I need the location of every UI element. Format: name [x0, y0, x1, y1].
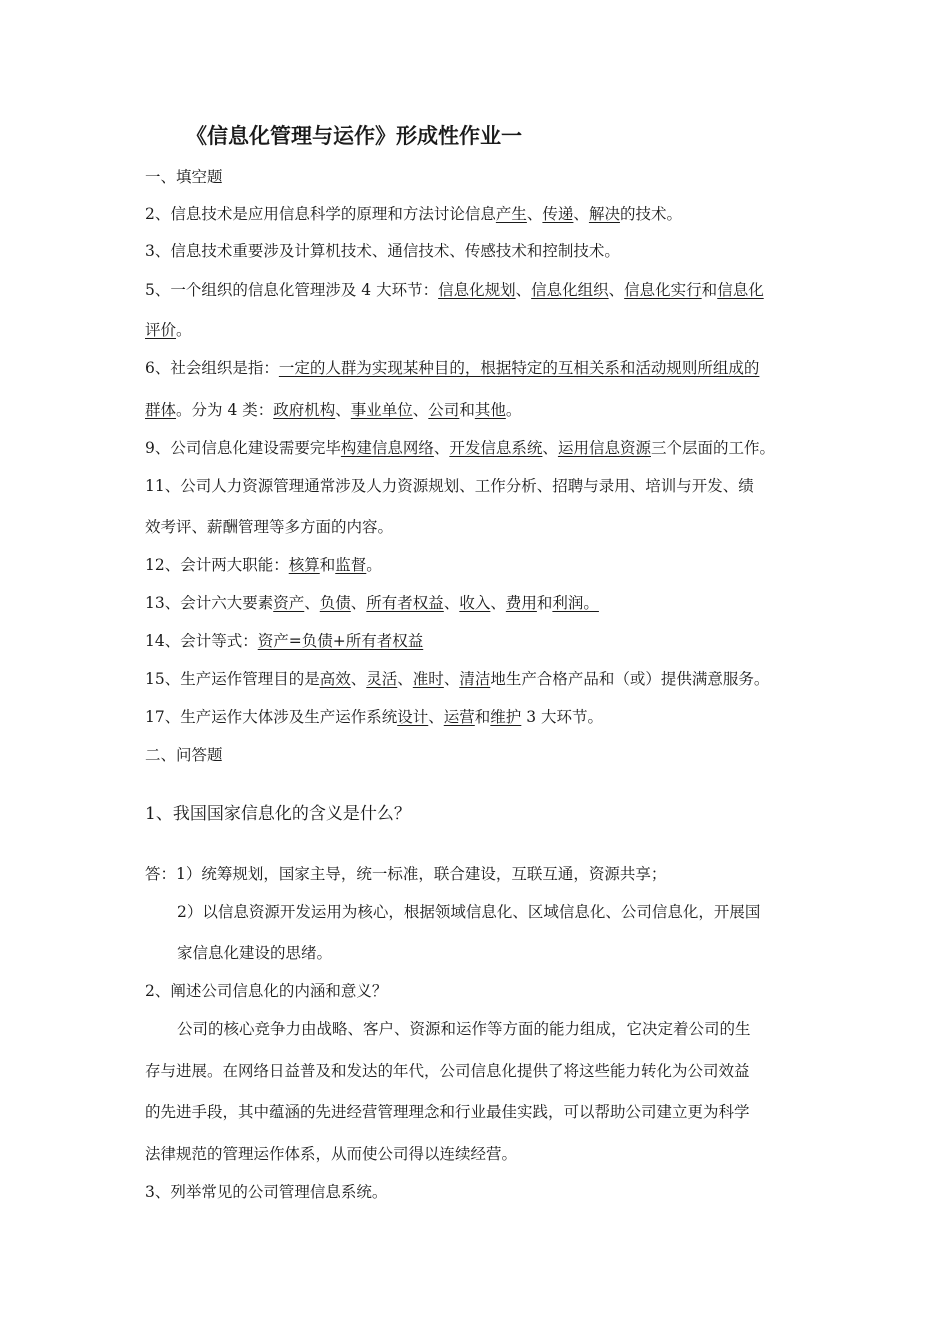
- text-segment: 1、我国国家信息化的含义是什么？: [145, 804, 411, 824]
- text-segment: 3 大环节。: [521, 708, 604, 726]
- text-segment: 、: [490, 594, 506, 612]
- text-segment: 、: [608, 281, 625, 299]
- document-title: 《信息化管理与运作》形成性作业一: [186, 124, 522, 148]
- underlined-answer: 解决: [588, 205, 620, 223]
- text-line: [145, 745, 223, 765]
- text-segment: 3、信息技术重要涉及计算机技术、通信技术、传感技术和控制技术。: [145, 242, 620, 260]
- text-line: [177, 943, 332, 963]
- text-segment: 12、会计两大职能：: [145, 556, 289, 574]
- text-segment: 、: [304, 594, 320, 612]
- text-segment: 15、生产运作管理目的是: [145, 670, 320, 688]
- text-segment: 、: [412, 401, 429, 419]
- underlined-answer: 利润。: [552, 594, 599, 612]
- text-segment: 5、一个组织的信息化管理涉及 4 大环节：: [145, 281, 439, 299]
- underlined-answer: 负债: [319, 594, 351, 612]
- text-segment: 9、公司信息化建设需要完毕: [145, 439, 341, 457]
- text-segment: 二、问答题: [145, 746, 223, 764]
- underlined-answer: 清洁: [459, 670, 491, 688]
- text-segment: 、: [433, 439, 450, 457]
- text-segment: 14、会计等式：: [145, 632, 258, 650]
- text-line: [145, 517, 393, 537]
- text-segment: 存与进展。在网络日益普及和发达的年代，公司信息化提供了将这些能力转化为公司效益: [145, 1062, 750, 1080]
- text-line: [145, 631, 423, 651]
- text-line: [145, 476, 754, 496]
- underlined-answer: 信息化实行: [624, 281, 702, 299]
- text-line: [177, 902, 760, 922]
- text-segment: 、: [428, 708, 444, 726]
- text-segment: 11、公司人力资源管理通常涉及人力资源规划、工作分析、招聘与录用、培训与开发、绩: [145, 477, 754, 495]
- text-segment: 、: [397, 670, 413, 688]
- underlined-answer: 收入: [459, 594, 491, 612]
- text-segment: 和: [536, 594, 553, 612]
- underlined-answer: 群体: [145, 401, 177, 419]
- text-segment: 。: [366, 556, 382, 574]
- text-line: [145, 593, 599, 613]
- text-line: [145, 1061, 750, 1081]
- underlined-answer: 高效: [319, 670, 351, 688]
- underlined-answer: 开发信息系统: [449, 439, 543, 457]
- text-line: [145, 707, 603, 727]
- text-line: [145, 804, 411, 824]
- text-segment: 法律规范的管理运作体系，从而使公司得以连续经营。: [145, 1145, 518, 1163]
- text-segment: 家信息化建设的思绪。: [177, 944, 333, 962]
- text-segment: 答：1）统筹规划，国家主导，统一标准，联合建设，互联互通，资源共享；: [145, 865, 667, 883]
- text-segment: 。: [176, 321, 192, 339]
- text-segment: 、: [515, 281, 532, 299]
- underlined-answer: 设计: [397, 708, 429, 726]
- text-line: [145, 438, 775, 458]
- text-segment: 和: [319, 556, 336, 574]
- underlined-answer: 构建信息网络: [340, 439, 434, 457]
- underlined-answer: 所有者权益: [366, 594, 444, 612]
- text-segment: 地生产合格产品和（或）提供满意服务。: [490, 670, 770, 688]
- text-line: [145, 864, 666, 884]
- text-segment: 和: [701, 281, 718, 299]
- underlined-answer: 资产=负债+所有者权益: [257, 632, 424, 650]
- text-segment: 一、填空题: [145, 168, 223, 186]
- underlined-answer: 费用: [505, 594, 537, 612]
- text-segment: 3、列举常见的公司管理信息系统。: [145, 1183, 388, 1201]
- text-segment: 和: [474, 708, 491, 726]
- text-line: [145, 167, 223, 187]
- text-line: [145, 555, 382, 575]
- text-line: [145, 280, 764, 300]
- text-line: [145, 981, 387, 1001]
- text-line: [145, 1182, 387, 1202]
- text-segment: 的先进手段，其中蕴涵的先进经营管理理念和行业最佳实践，可以帮助公司建立更为科学: [145, 1103, 750, 1121]
- text-segment: 。: [505, 401, 522, 419]
- text-segment: 三个层面的工作。: [650, 439, 775, 457]
- text-line: [145, 204, 682, 224]
- text-line: [145, 241, 620, 261]
- text-line: [145, 1144, 517, 1164]
- underlined-answer: 维护: [490, 708, 522, 726]
- underlined-answer: 政府机构: [273, 401, 336, 419]
- underlined-answer: 产生: [495, 205, 527, 223]
- text-segment: 的技术。: [619, 205, 682, 223]
- text-segment: 、: [526, 205, 543, 223]
- text-segment: 、: [350, 670, 367, 688]
- text-segment: 、: [573, 205, 589, 223]
- underlined-answer: 信息化规划: [438, 281, 516, 299]
- text-segment: 、: [350, 594, 367, 612]
- text-segment: 效考评、薪酬管理等多方面的内容。: [145, 518, 394, 536]
- underlined-answer: 信息化组织: [531, 281, 609, 299]
- underlined-answer: 信息化: [717, 281, 764, 299]
- text-segment: 、: [443, 594, 460, 612]
- text-segment: 2、信息技术是应用信息科学的原理和方法讨论信息: [145, 205, 496, 223]
- underlined-answer: 运营: [443, 708, 475, 726]
- text-segment: 。分为 4 类：: [176, 401, 274, 419]
- text-segment: 、: [542, 439, 558, 457]
- text-line: [177, 1019, 751, 1039]
- text-line: [145, 358, 759, 378]
- underlined-answer: 公司: [428, 401, 460, 419]
- underlined-answer: 一定的人群为实现某种目的，根据特定的互相关系和活动规则所组成的: [278, 359, 760, 377]
- text-segment: 2、阐述公司信息化的内涵和意义？: [145, 982, 388, 1000]
- underlined-answer: 准时: [412, 670, 444, 688]
- underlined-answer: 传递: [542, 205, 574, 223]
- underlined-answer: 其他: [474, 401, 506, 419]
- text-segment: 和: [459, 401, 475, 419]
- text-segment: 、: [443, 670, 460, 688]
- text-line: [145, 669, 769, 689]
- text-segment: 13、会计六大要素: [145, 594, 274, 612]
- underlined-answer: 事业单位: [350, 401, 413, 419]
- text-line: [145, 1102, 750, 1122]
- text-segment: 17、生产运作大体涉及生产运作系统: [145, 708, 398, 726]
- text-line: [145, 320, 192, 340]
- text-segment: 、: [335, 401, 351, 419]
- text-segment: 2）以信息资源开发运用为核心，根据领域信息化、区域信息化、公司信息化，开展国: [177, 903, 761, 921]
- underlined-answer: 核算: [288, 556, 320, 574]
- underlined-answer: 监督: [335, 556, 367, 574]
- underlined-answer: 资产: [273, 594, 305, 612]
- text-segment: 公司的核心竞争力由战略、客户、资源和运作等方面的能力组成，它决定着公司的生: [177, 1020, 751, 1038]
- text-segment: 6、社会组织是指：: [145, 359, 279, 377]
- underlined-answer: 运用信息资源: [557, 439, 651, 457]
- text-line: [145, 400, 521, 420]
- underlined-answer: 灵活: [366, 670, 398, 688]
- underlined-answer: 评价: [145, 321, 177, 339]
